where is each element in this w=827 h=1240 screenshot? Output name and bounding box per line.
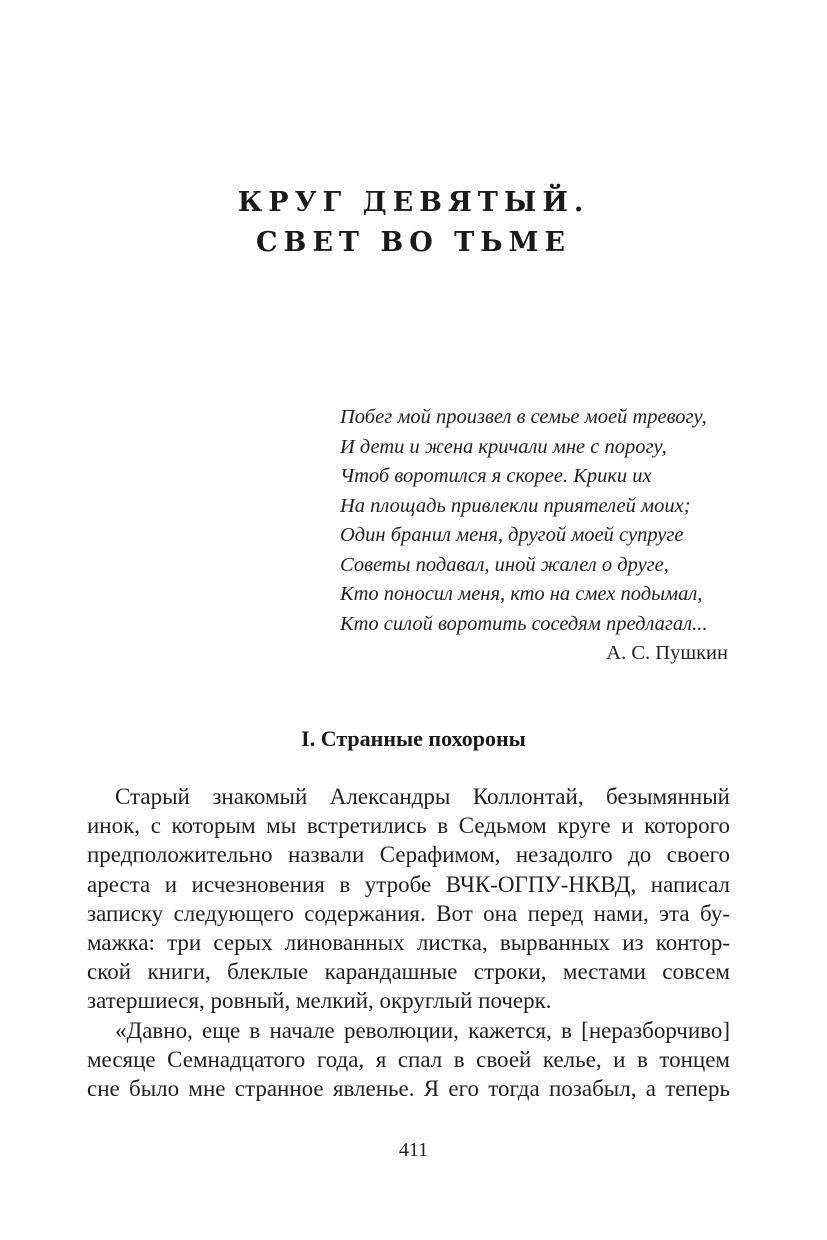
epigraph-line: Кто силой воротить соседям предлагал... (340, 612, 708, 635)
body-line: предположительно назвали Серафимом, незадолго до своего (87, 842, 730, 868)
body-text (87, 782, 730, 1103)
epigraph-line: На площадь привлекли приятелей моих; (340, 494, 691, 517)
body-line: Старый знакомый Александры Коллонтай, безымянный (115, 784, 730, 809)
chapter-title (0, 183, 827, 263)
body-line: ареста и исчезновения в утробе ВЧК-ОГПУ-НКВД, написал (87, 871, 730, 897)
chapter-title-line-1: КРУГ ДЕВЯТЫЙ. (237, 187, 590, 218)
chapter-title-line-2: СВЕТ ВО ТЬМЕ (256, 227, 571, 258)
body-line: месяце Семнадцатого года, я спал в своей келье, и в тонцем (87, 1046, 730, 1072)
epigraph-line: Чтоб воротился я скорее. Крики их (340, 465, 652, 487)
epigraph-line: Один бранил меня, другой моей супруге (340, 524, 684, 546)
body-line: ской книги, блеклые карандашные строки, местами совсем (87, 959, 730, 985)
page-number: 411 (398, 1139, 429, 1161)
epigraph-line: Кто поносил меня, кто на смех подымал, (340, 583, 703, 605)
epigraph-line: Побег мой произвел в семье моей тревогу, (340, 406, 707, 428)
body-line: записку следующего содержания. Вот она перед нами, эта бу- (87, 900, 730, 926)
epigraph-line: И дети и жена кричали мне с порогу, (340, 435, 667, 458)
epigraph-line: Советы подавал, иной жалел о друге, (340, 553, 669, 576)
body-line: затершиеся, ровный, мелкий, округлый почерк. (87, 988, 552, 1014)
body-line: «Давно, еще в начале революции, кажется, в [неразборчиво] (115, 1017, 730, 1043)
epigraph (340, 403, 732, 669)
section-title: I. Странные похороны (301, 726, 526, 751)
body-line: сне было мне странное явленье. Я его тогда позабыл, а теперь (87, 1076, 730, 1102)
body-line: мажка: три серых линованных листка, вырванных из контор- (87, 930, 730, 956)
body-line: инок, с которым мы встретились в Седьмом круге и которого (87, 813, 730, 839)
epigraph-author: А. С. Пушкин (606, 642, 728, 664)
